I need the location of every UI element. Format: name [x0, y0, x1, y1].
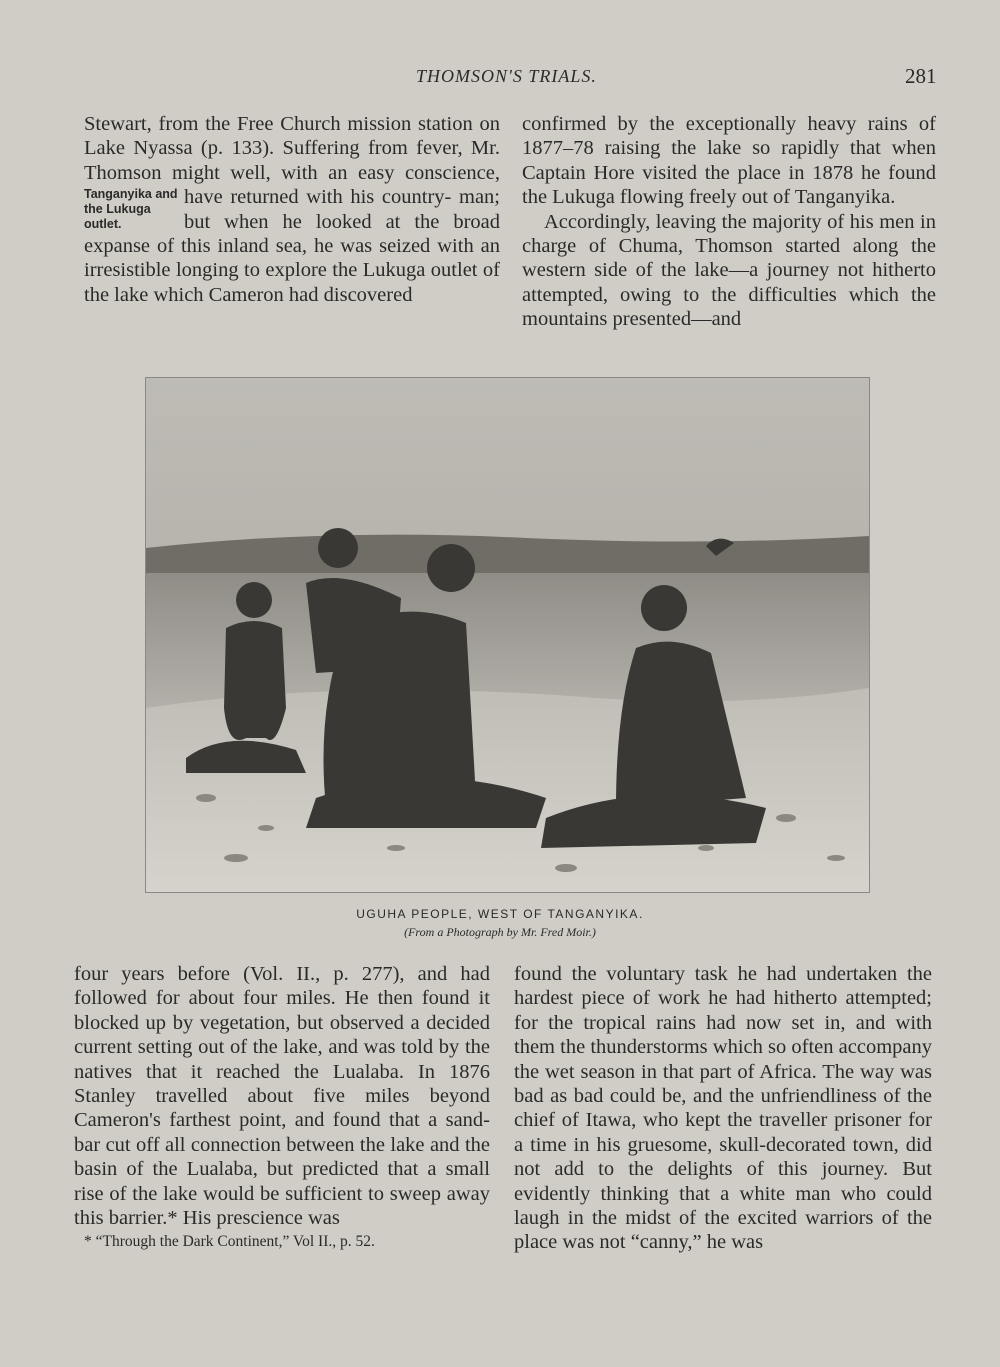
caption-title: UGUHA PEOPLE, WEST OF TANGANYIKA. — [356, 907, 644, 921]
figure-caption — [0, 905, 1000, 941]
paragraph — [84, 112, 500, 307]
page-number: 281 — [905, 64, 937, 88]
text-after-sidenote: man; but when he looked at the broad expanse of this inland sea, he was seized with an irresistible longing to explore the Lukuga outlet of the lake which Cameron had discovered — [84, 186, 501, 306]
running-title: THOMSON'S TRIALS. — [416, 66, 597, 86]
column-bottom-right — [514, 962, 932, 1255]
column-bottom-left — [74, 962, 490, 1252]
marginal-sidenote: Tanganyika and the Lukuga outlet. — [84, 187, 178, 232]
footnote: * “Through the Dark Continent,” Vol II., p. 52. — [84, 1233, 375, 1251]
caption-credit: (From a Photograph by Mr. Fred Moir.) — [404, 925, 596, 939]
paragraph: confirmed by the exceptionally heavy rains of 1877–78 raising the lake so rapidly that when Captain Hore visited the place in 1878 he found the Lukuga flowing freely out of Tanganyika. — [522, 113, 936, 209]
paragraph: Accordingly, leaving the majority of his men in charge of Chuma, Thomson started along the western side of the lake—a journey not hitherto attempted, owing to the difficulties which the mountains presented—and — [522, 210, 936, 331]
text-before-sidenote: Stewart, from the Free Church mission station on Lake Nyassa (p. 133). Suffering from fever, Mr. Thomson might well, with an easy conscience, have returned with his country- — [84, 113, 500, 209]
column-top-left — [84, 112, 500, 307]
paragraph: four years before (Vol. II., p. 277), and had followed for about four miles. He then found it blocked up by vegetation, but observed a decided current setting out of the lake, and was told by the natives that it reached the Lualaba. In 1876 Stanley travelled about five miles beyond Cameron's farthest point, and found that a sand-bar cut off all connection between the lake and the basin of the Lualaba, but predicted that a small rise of the lake would be sufficient to sweep away this barrier.* His prescience was — [74, 963, 490, 1230]
column-top-right — [522, 112, 936, 332]
photo-uguha-people — [146, 378, 869, 892]
photograph-plate — [145, 377, 870, 893]
paragraph: found the voluntary task he had undertaken the hardest piece of work he had hitherto attempted; for the tropical rains had now set in, and with them the thunderstorms which so often accompany the wet season in that part of Africa. The way was bad as bad could be, and the unfriendliness of the chief of Itawa, who kept the traveller prisoner for a time in his gruesome, skull-decorated town, did not add to the delights of this journey. But evidently thinking that a white man who could laugh in the midst of the excited warriors of the place was not “canny,” he was — [514, 963, 932, 1254]
